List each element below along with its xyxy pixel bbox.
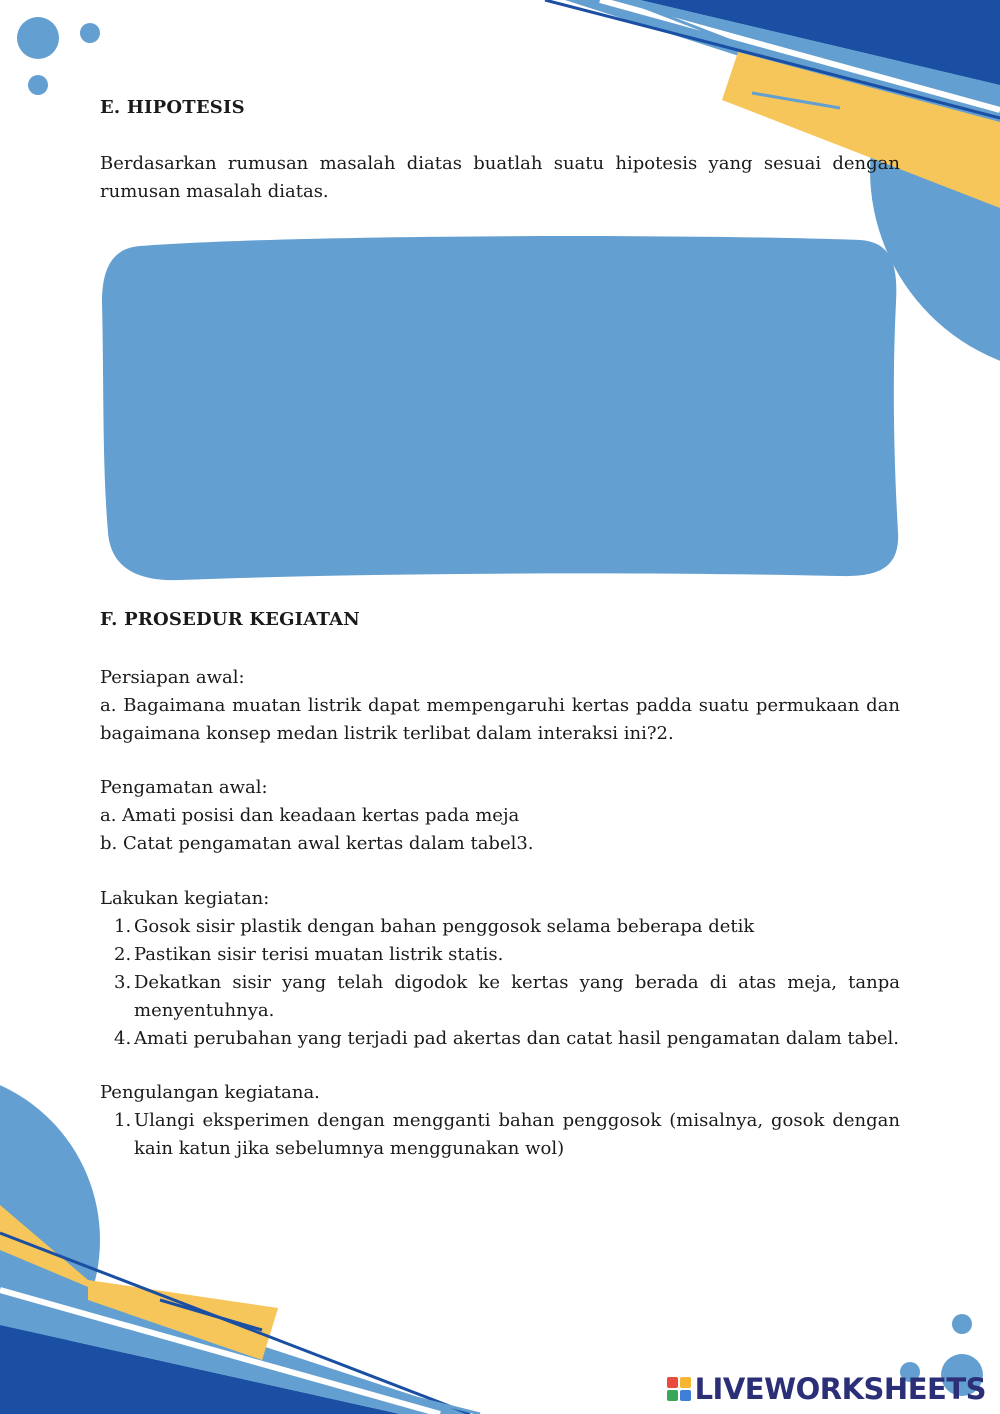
list-item: 4. Amati perubahan yang terjadi pad akertas dan catat hasil pengamatan dalam tabel. bbox=[114, 1028, 899, 1049]
pengulangan-list bbox=[100, 1107, 900, 1163]
section-heading-prosedur: F. PROSEDUR KEGIATAN bbox=[100, 609, 360, 630]
decor-dot-large bbox=[17, 17, 59, 59]
lakukan-list bbox=[100, 913, 900, 1053]
pengamatan-title: Pengamatan awal: bbox=[100, 777, 268, 798]
list-item: 2. Pastikan sisir terisi muatan listrik statis. bbox=[114, 944, 504, 965]
persiapan-item-a: a. Bagaimana muatan listrik dapat mempengaruhi kertas padda suatu permukaan dan bagaimana konsep medan listrik terlibat dalam interaksi ini?2. bbox=[100, 695, 900, 744]
lakukan-title: Lakukan kegiatan: bbox=[100, 888, 270, 909]
pengulangan-title: Pengulangan kegiatana. bbox=[100, 1082, 320, 1103]
list-item: 1. Ulangi eksperimen dengan mengganti bahan penggosok (misalnya, gosok dengan kain katun jika sebelumnya menggunakan wol) bbox=[114, 1110, 900, 1159]
decor-dot-small bbox=[80, 23, 100, 43]
liveworksheets-watermark bbox=[667, 1374, 986, 1404]
persiapan-title: Persiapan awal: bbox=[100, 667, 245, 688]
section-heading-hipotesis: E. HIPOTESIS bbox=[100, 97, 245, 118]
list-item: 3. Dekatkan sisir yang telah digodok ke kertas yang berada di atas meja, tanpa menyentuhnya. bbox=[114, 972, 900, 1021]
hipotesis-instruction: Berdasarkan rumusan masalah diatas buatlah suatu hipotesis yang sesuai dengan rumusan masalah diatas. bbox=[100, 153, 900, 202]
list-item: 1. Gosok sisir plastik dengan bahan penggosok selama beberapa detik bbox=[114, 916, 755, 937]
decor-dot-small-2 bbox=[28, 75, 48, 95]
decor-dot-br-1 bbox=[952, 1314, 972, 1334]
hypothesis-answer-box[interactable] bbox=[100, 232, 900, 582]
watermark-text: LIVEWORKSHEETS bbox=[694, 1372, 986, 1406]
pengamatan-item-b: b. Catat pengamatan awal kertas dalam tabel3. bbox=[100, 833, 534, 854]
pengamatan-item-a: a. Amati posisi dan keadaan kertas pada meja bbox=[100, 805, 520, 826]
liveworksheets-logo-icon bbox=[667, 1377, 691, 1401]
